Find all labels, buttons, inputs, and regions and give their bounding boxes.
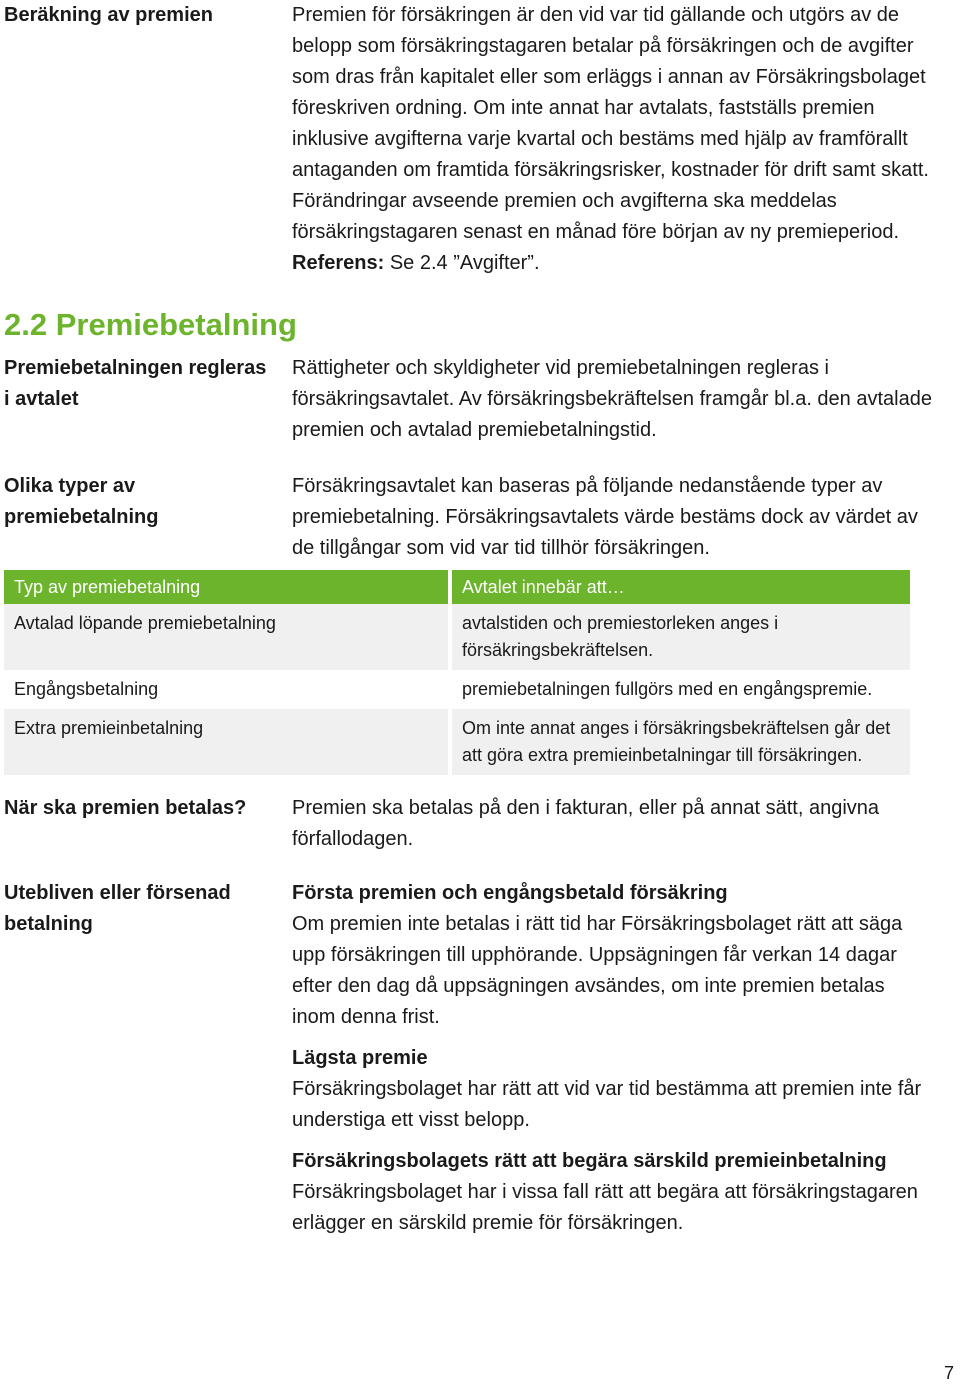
side-heading-utebliven: Utebliven eller försenad betalning [4,882,231,935]
table-cell-means: avtalstiden och premiestorleken anges i försäkringsbekräftelsen. [452,604,910,670]
subheading-sarskild-premieinbetalning: Försäkringsbolagets rätt att begära särskild premieinbetalning [292,1150,887,1172]
sarskild-premieinbetalning-text: Försäkringsbolaget har i vissa fall rätt att begära att försäkringstagaren erlägger en särskild premie för försäkringen. [292,1181,918,1234]
subheading-forsta-premien: Första premien och engångsbetald försäkring [292,882,728,904]
table-header-type: Typ av premiebetalning [4,570,448,604]
regleras-text: Rättigheter och skyldigheter vid premiebetalningen regleras i försäkringsavtalet. Av försäkringsbekräftelsen framgår bl.a. den avtalade premien och avtalad premiebetalningstid. [292,357,932,441]
table-cell-type: Avtalad löpande premiebetalning [4,604,448,670]
payment-types-table [4,570,910,775]
table-cell-type: Engångsbetalning [14,679,159,699]
side-heading-olika-typer: Olika typer av premiebetalning [4,475,159,528]
premium-calculation-text [292,0,932,279]
table-cell-means: premiebetalningen fullgörs med en engångspremie. [462,679,873,699]
forsta-premien-text: Om premien inte betalas i rätt tid har Försäkringsbolaget rätt att säga upp försäkringen till upphörande. Uppsägningen får verkan 14 dagar efter den dag då uppsägningen avsändes, om inte premien betalas inom denna frist. [292,913,903,1028]
table-cell-type: Extra premieinbetalning [4,709,448,775]
table-row [4,709,910,775]
page-number: 7 [943,1363,954,1383]
table-header-means: Avtalet innebär att… [452,570,910,604]
utebliven-text [292,878,932,1239]
olika-typer-text: Försäkringsavtalet kan baseras på följande nedanstående typer av premiebetalning. Försäkringsavtalets värde bestäms dock av värdet av de tillgångar som vid var tid tillhör försäkringen. [292,475,918,559]
nar-betalas-text: Premien ska betalas på den i fakturan, eller på annat sätt, angivna förfallodagen. [292,797,880,850]
section-title-premiebetalning: 2.2 Premiebetalning [4,307,297,342]
lagsta-premie-text: Försäkringsbolaget har rätt att vid var tid bestämma att premien inte får understiga ett visst belopp. [292,1078,922,1131]
reference-label: Referens: [292,252,385,274]
premium-calculation-body: Premien för försäkringen är den vid var tid gällande och utgörs av de belopp som försäkringstagaren betalar på försäkringen och de avgifter som dras från kapitalet eller som erläggs i annan av Försäkringsbolaget föreskriven ordning. Om inte annat har avtalats, fastställs premien inklusive avgifterna varje kvartal och bestäms med hjälp av framförallt antaganden om framtida försäkringsrisker, kostnader för drift samt skatt. Förändringar avseende premien och avgifterna ska meddelas försäkringstagaren senast en månad före början av ny premieperiod. [292,4,929,243]
table-row [4,604,910,670]
subheading-lagsta-premie: Lägsta premie [292,1047,428,1069]
side-heading-regleras: Premiebetalningen regleras i avtalet [4,357,267,410]
section-heading-premium-calculation: Beräkning av premien [4,4,213,26]
table-header-row [4,570,910,604]
reference-text: Se 2.4 ”Avgifter”. [389,252,540,274]
table-cell-means: Om inte annat anges i försäkringsbekräftelsen går det att göra extra premieinbetalningar till försäkringen. [452,709,910,775]
side-heading-nar-betalas: När ska premien betalas? [4,797,247,819]
table-row [4,670,910,709]
